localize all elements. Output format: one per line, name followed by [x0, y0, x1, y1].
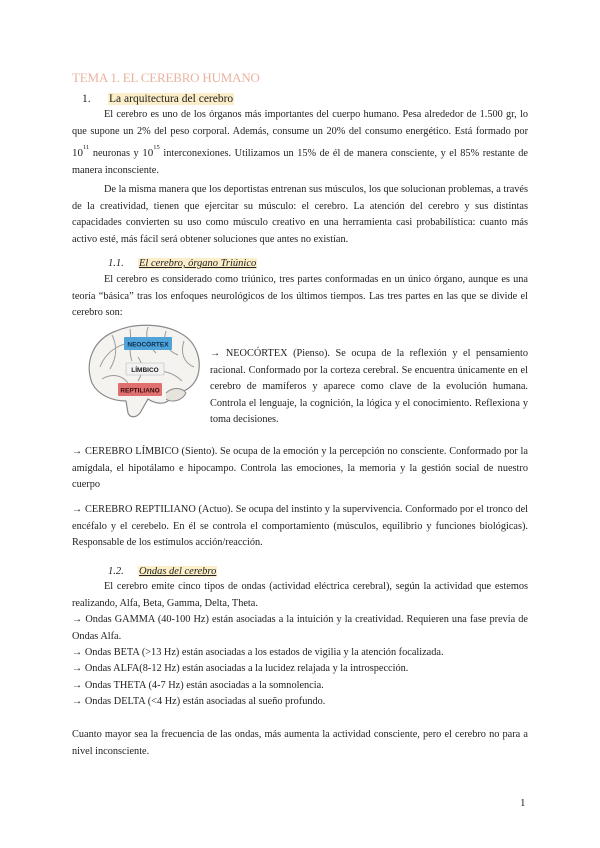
cerebellum	[166, 389, 186, 402]
page-number: 1	[520, 797, 526, 809]
paragraph-reptilian: → CEREBRO REPTILIANO (Actuo). Se ocupa del instinto y la supervivencia. Conformado por el tronco del encéfalo y el cerebelo. En él se controla el comportamiento (músculos, equilibrio y funciones biológicas). Responsable de los estímulos acción/reacción.	[72, 504, 528, 548]
wave-delta: → Ondas DELTA (<4 Hz) están asociadas al sueño profundo.	[72, 696, 326, 707]
section-heading-1-1: 1.1. El cerebro, órgano Triúnico	[108, 258, 257, 269]
wave-gamma: → Ondas GAMMA (40-100 Hz) están asociadas a la intuición y la creatividad. Requieren una fase previa de Ondas Alfa.	[72, 614, 528, 642]
brain-illustration	[82, 321, 204, 421]
paragraph-limbic: → CEREBRO LÍMBICO (Siento). Se ocupa de la emoción y la percepción no consciente. Conformado por la amígdala, el hipotálamo e hipocampo. Controla las emociones, la memoria y la gestión social de nuestro cuerpo	[72, 446, 528, 490]
neocortex-label: NEOCÓRTEX	[127, 341, 169, 349]
document-title: TEMA 1. EL CEREBRO HUMANO	[72, 70, 260, 85]
wave-beta: → Ondas BETA (>13 Hz) están asociadas a los estados de vigilia y la atención focalizada.	[72, 647, 444, 658]
paragraph-creativity: De la misma manera que los deportistas entrenan sus músculos, los que solucionan problemas, a través de la creatividad, tienen que ejercitar su músculo: el cerebro. La atención del cerebro y sus distintas capacidades convierten su uso como músculo creativo en una herramienta casi probabilística: cuanto más activo esté, más fácil será obtener soluciones que antes no existían.	[72, 184, 528, 245]
section-label: La arquitectura del cerebro	[109, 93, 234, 105]
reptilian-label: REPTILIANO	[120, 387, 160, 395]
wave-alfa: → Ondas ALFA(8-12 Hz) están asociadas a la lucidez relajada y la introspección.	[72, 663, 409, 674]
wave-theta: → Ondas THETA (4-7 Hz) están asociadas a la somnolencia.	[72, 680, 324, 691]
limbic-label: LÍMBICO	[131, 366, 159, 374]
paragraph-neocortex: → NEOCÓRTEX (Pienso). Se ocupa de la reflexión y el pensamiento racional. Conformado por la corteza cerebral. Se encuentra únicamente en el cerebro de mamíferos y aparece como clave de la evolución humana. Controla el lenguaje, la cognición, la lógica y el conocimiento. Reflexiona y toma decisiones.	[210, 348, 528, 425]
section-heading-1-2: 1.2. Ondas del cerebro	[108, 566, 217, 577]
section-heading-1	[82, 91, 234, 108]
paragraph-brain-facts: El cerebro es uno de los órganos más importantes del cuerpo humano. Pesa alrededor de 1.500 gr, lo que supone un 2% del peso corporal. Además, consume un 20% del consumo energético. Está formado por $10^{11}$ neuronas y $10^{15}$ interconexiones. Utilizamos un 15% de él de manera consciente, y el 85% restante de manera inconsciente.	[72, 109, 528, 176]
paragraph-triune: El cerebro es considerado como triúnico, tres partes conformadas en un único órgano, aunque es una teoría “básica” tras los enfoques neurológicos de los últimos tiempos. Las tres partes en las que se divide el cerebro son:	[72, 274, 528, 318]
section-number: 1.	[82, 93, 91, 105]
paragraph-waves-intro: El cerebro emite cinco tipos de ondas (actividad eléctrica cerebral), según la actividad que estemos realizando, Alfa, Beta, Gamma, Delta, Theta.	[72, 581, 528, 609]
brain-diagram	[82, 321, 204, 421]
paragraph-conclusion: Cuanto mayor sea la frecuencia de las ondas, más aumenta la actividad consciente, pero el cerebro no para a nivel inconsciente.	[72, 729, 528, 757]
